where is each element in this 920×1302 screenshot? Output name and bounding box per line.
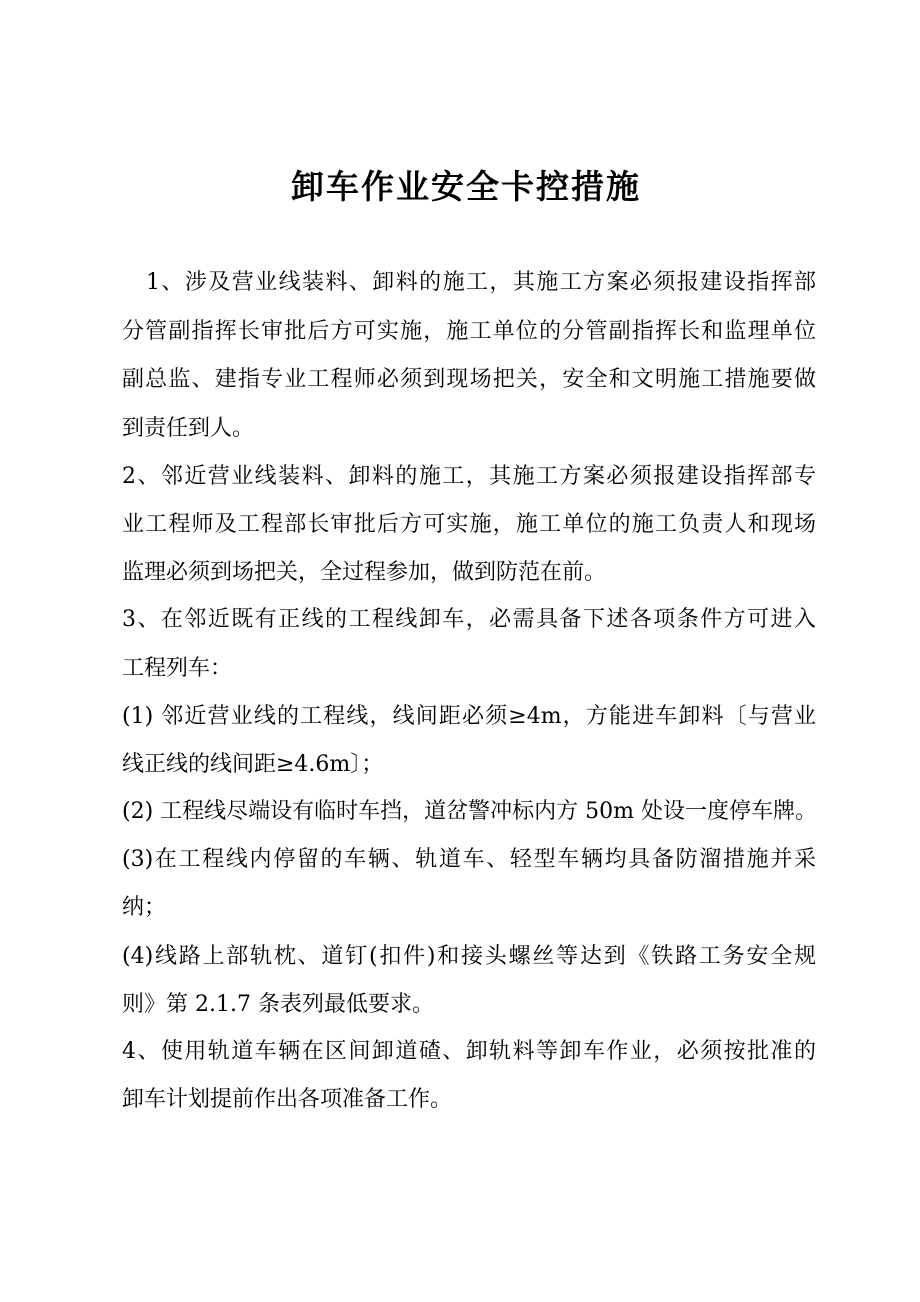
paragraph-line: 4、使用轨道车辆在区间卸道碴、卸轨料等卸车作业，必须按批准的	[122, 1039, 816, 1064]
paragraph-line: 卸车计划提前作出各项准备工作。	[122, 1087, 453, 1112]
paragraph-line: 纳；	[122, 895, 167, 920]
paragraph-line: 1、涉及营业线装料、卸料的施工，其施工方案必须报建设指挥部	[146, 270, 816, 295]
paragraph-line: (4)线路上部轨枕、道钉(扣件)和接头螺丝等达到《铁路工务安全规	[122, 944, 816, 969]
paragraph-line: 线正线的线间距≥4.6m〕；	[122, 752, 384, 777]
paragraph-line: 分管副指挥长审批后方可实施，施工单位的分管副指挥长和监理单位	[122, 319, 816, 344]
paragraph-line: 2、邻近营业线装料、卸料的施工，其施工方案必须报建设指挥部专	[122, 464, 816, 489]
paragraph-line: 则》第 2.1.7 条表列最低要求。	[122, 992, 434, 1017]
paragraph-line: (2) 工程线尽端设有临时车挡，道岔警冲标内方 50m 处设一度停车牌。	[122, 799, 818, 824]
paragraph-line: (1) 邻近营业线的工程线，线间距必须≥4m，方能进车卸料〔与营业	[122, 704, 816, 729]
paragraph-line: 3、在邻近既有正线的工程线卸车，必需具备下述各项条件方可进入	[122, 607, 816, 632]
paragraph-line: 业工程师及工程部长审批后方可实施，施工单位的施工负责人和现场	[122, 512, 816, 537]
paragraph-line: 监理必须到场把关，全过程参加，做到防范在前。	[122, 560, 607, 585]
document-title: 卸车作业安全卡控措施	[291, 167, 641, 206]
paragraph-line: 工程列车：	[122, 656, 233, 681]
paragraph-line: 到责任到人。	[122, 416, 255, 441]
paragraph-line: 副总监、建指专业工程师必须到现场把关，安全和文明施工措施要做	[122, 367, 816, 392]
paragraph-line: (3)在工程线内停留的车辆、轨道车、轻型车辆均具备防溜措施并采	[122, 847, 816, 872]
